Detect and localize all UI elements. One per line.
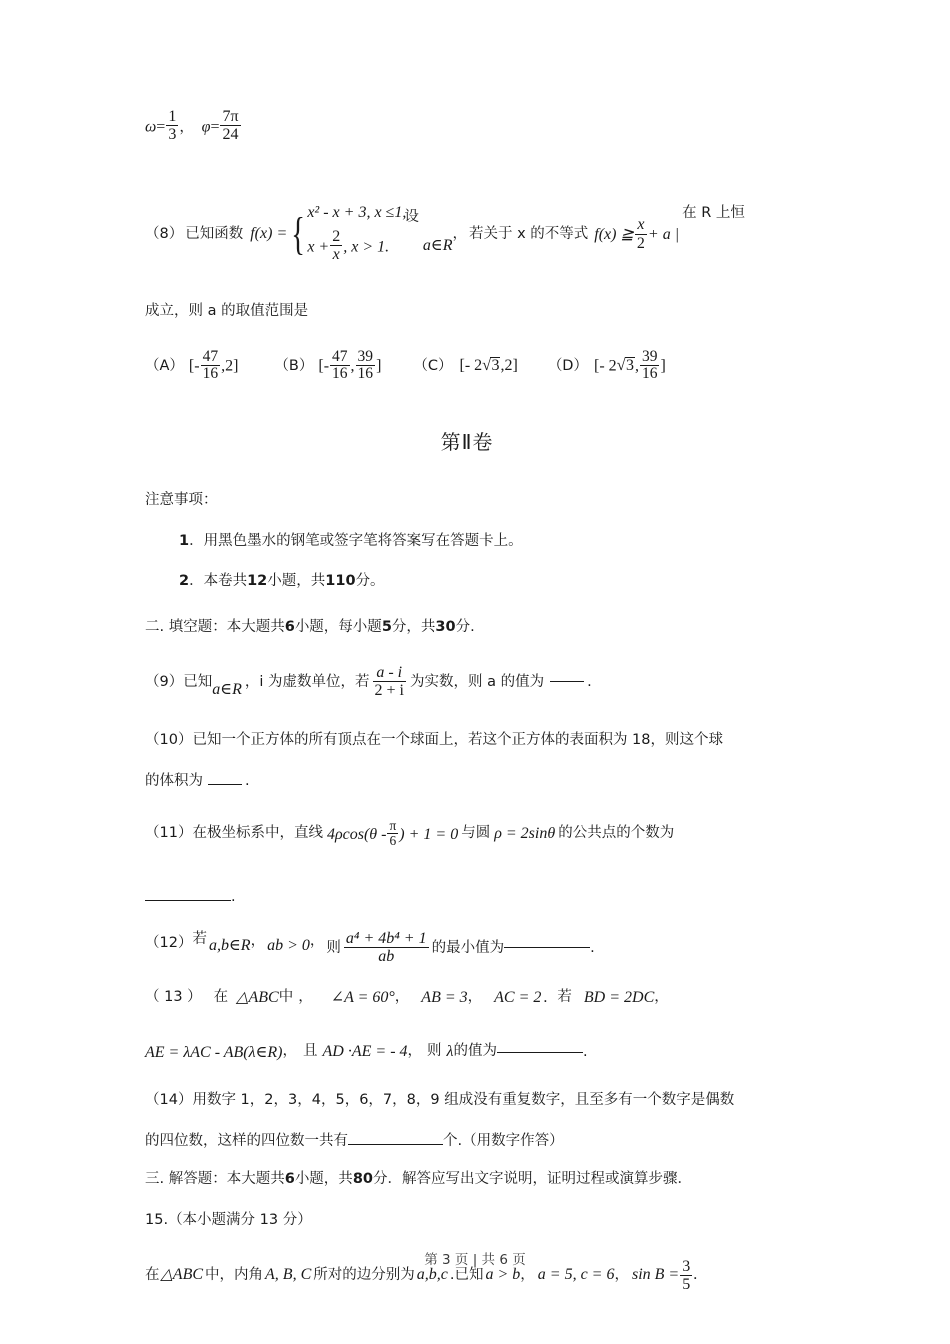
q13-angle-a: ∠A = 60°	[330, 988, 395, 1006]
q8-case2-b: , x > 1.	[343, 238, 390, 256]
solve-header	[145, 1171, 817, 1187]
q11-number: （11）	[145, 825, 193, 842]
q9-t1: 已知	[183, 673, 213, 690]
q15-sin-b: sin B =	[631, 1266, 680, 1284]
q10-number: （10）	[145, 731, 193, 748]
solve-header-mid: 小题，共	[294, 1170, 353, 1187]
q11-t3: 的公共点的个数为	[558, 825, 675, 842]
q9-a-in-R: a∈R	[212, 680, 242, 698]
q15-sides: a,b,c	[416, 1266, 448, 1284]
q15-t2: 中，内角	[205, 1267, 264, 1284]
q10-answer-blank[interactable]	[208, 784, 242, 785]
q9-answer-blank[interactable]	[550, 681, 584, 682]
q15-comma1: ，	[520, 1267, 535, 1284]
note-item-2: 2．本卷共12小题，共110分。	[179, 573, 385, 589]
q8-function-name: f(x) =	[250, 225, 288, 242]
section-2-header: 第Ⅱ卷	[440, 430, 494, 454]
q13-ab: AB = 3	[421, 988, 468, 1006]
q15-comma2: ，	[614, 1267, 629, 1284]
question-10-line1	[145, 732, 817, 748]
q13-zhong: 中	[278, 988, 294, 1005]
omega-comma: ，	[179, 119, 194, 136]
question-14-line2	[145, 1133, 817, 1149]
q9-t2: ，i 为虚数单位，若	[244, 673, 370, 690]
q13-comma3: ，	[467, 988, 483, 1005]
q13-ruo: 若	[557, 988, 572, 1005]
q14-line2-a: 的四位数，这样的四位数一共有	[145, 1133, 348, 1150]
question-9	[145, 664, 817, 700]
q11-fraction: $\frac{\pi}{6}$	[389, 817, 397, 849]
q8-a-in-R: a∈R	[422, 237, 453, 254]
note-2-number: 2	[179, 573, 190, 589]
q8-option-D-value: [- 2 √ 3, $\frac{39}{16}$ ]	[594, 349, 666, 384]
note-1-text: 用黑色墨水的钢笔或签字笔将答案写在答题卡上。	[203, 532, 523, 549]
q13-answer-blank[interactable]	[497, 1052, 583, 1053]
q11-t2: 与圆	[461, 825, 491, 842]
q13-dot1: .	[543, 988, 548, 1006]
q13-comma4: ，	[654, 988, 669, 1005]
solve-header-count: 6	[284, 1170, 295, 1187]
q13-lambda: λ	[446, 1042, 454, 1060]
question-13-line1	[145, 990, 817, 1008]
question-13-line2	[145, 1044, 817, 1062]
q13-zai: 在	[213, 988, 229, 1005]
q8-option-C-value: [- 2 √ 3,2]	[460, 357, 518, 374]
q15-t1: 在	[145, 1267, 160, 1284]
top-formula-line	[145, 108, 817, 150]
omega-symbol: ω	[145, 118, 157, 136]
q8-case2-a: x +	[307, 238, 330, 256]
q14-line1: 用数字 1，2，3，4，5，6，7，8，9 组成没有重复数字，且至多有一个数字是偶数	[192, 1091, 735, 1108]
solve-header-prefix: 三. 解答题：本大题共	[145, 1170, 285, 1187]
q15-t3: 所对的边分别为	[313, 1267, 415, 1284]
q9-fraction: $\frac{a - i}{2 + i}$	[374, 664, 404, 700]
fill-header-count: 6	[284, 618, 295, 635]
q8-stem4: 成立，则 a 的取值范围是	[145, 303, 309, 319]
q8-number: （8）	[145, 225, 184, 242]
q15-triangle-abc: △ABC	[160, 1266, 204, 1284]
q8-stem3: 在 R 上恒	[682, 205, 745, 221]
q8-option-C[interactable]	[413, 357, 517, 374]
q13-comma6: ，	[407, 1042, 423, 1059]
q12-ab-positive: ab > 0	[267, 936, 310, 954]
q14-number: （14）	[145, 1091, 193, 1108]
q11-period: .	[231, 888, 236, 905]
q13-comma5: ，	[282, 1042, 298, 1059]
q8-option-D[interactable]	[548, 349, 666, 384]
note-2-text-b: 小题，共	[267, 573, 326, 589]
q8-piecewise	[287, 205, 406, 264]
fill-blank-header	[145, 619, 817, 635]
q15-a-greater-b: a > b	[485, 1266, 521, 1284]
fill-header-mid2: 分，共	[391, 618, 436, 635]
page-footer: 第 3 页 | 共 6 页	[424, 1252, 526, 1268]
q8-option-B-label: （B）	[274, 357, 314, 374]
notes-title: 注意事项：	[145, 492, 218, 508]
fill-header-mid: 小题，每小题	[294, 618, 382, 635]
q13-t1: 的值为	[453, 1042, 497, 1059]
fill-header-total: 30	[435, 618, 456, 635]
q11-answer-blank[interactable]	[145, 900, 231, 901]
q13-period: .	[582, 1044, 588, 1061]
q12-comma1: ，	[250, 933, 266, 950]
q9-t3: 为实数，则 a 的值为	[409, 673, 545, 690]
q8-stem1: 已知函数	[185, 225, 244, 242]
q13-comma1: ，	[298, 988, 313, 1005]
q12-ze: 则	[326, 939, 341, 956]
q8-stem2: 若关于 x 的不等式	[468, 225, 589, 242]
sqrt-icon: √ 3	[482, 357, 500, 374]
q13-ae-equation: AE = λAC - AB(λ∈R)	[145, 1043, 283, 1061]
q8-ineq-fraction: $\frac{x}{2}$	[636, 216, 645, 252]
q9-period: .	[587, 673, 592, 690]
note-1-number: 1	[179, 532, 190, 549]
question-12	[145, 930, 817, 966]
phi-equals: =	[210, 118, 220, 136]
q15-t4: .已知	[449, 1267, 484, 1284]
q12-number: （12）	[145, 935, 193, 952]
omega-equals: =	[156, 118, 166, 136]
fill-header-per: 5	[381, 618, 392, 635]
q13-number: （ 13 ）	[145, 988, 202, 1005]
q8-comma1: ，	[452, 225, 467, 242]
sqrt-icon: √ 3	[617, 357, 635, 374]
q8-case2-fraction: $\frac{2}{x}$	[332, 227, 341, 263]
question-11-line1	[145, 819, 817, 849]
q8-set-label: 设	[404, 209, 419, 225]
q13-triangle-abc: △ABC	[236, 988, 279, 1006]
question-11-line2	[145, 889, 817, 905]
note-item-1: 1．用黑色墨水的钢笔或签字笔将答案写在答题卡上。	[179, 532, 523, 549]
q8-option-C-label: （C）	[413, 357, 453, 374]
phi-fraction: $\frac{7\pi}{24}$	[222, 108, 239, 144]
note-2-text-c: 分。	[355, 573, 385, 589]
q11-line-equation: 4ρcos(θ - $\frac{\pi}{6}$ ) + 1 = 0	[326, 817, 459, 849]
page-content	[145, 108, 817, 1293]
note-2-score: 110	[325, 573, 356, 589]
q12-ab-in-R: a,b∈R	[208, 936, 251, 954]
q13-ac: AC = 2	[494, 988, 542, 1006]
q8-option-B-value: [- $\frac{47}{16}$ , $\frac{39}{16}$ ]	[318, 347, 382, 383]
q12-period: .	[590, 939, 595, 956]
q15-number: 15.	[145, 1212, 169, 1229]
q13-ad-dot-ae: AD ·AE = - 4	[322, 1042, 408, 1060]
q8-option-D-label: （D）	[547, 357, 588, 374]
question-14-line1	[145, 1092, 817, 1108]
q11-t1: 在极坐标系中，直线	[192, 825, 323, 842]
q15-angles: A, B, C	[265, 1266, 312, 1284]
q8-options	[145, 349, 817, 384]
question-10-line2	[145, 773, 817, 789]
question-15-header	[145, 1212, 817, 1228]
q8-option-B[interactable]	[274, 349, 381, 384]
q13-bd-2dc: BD = 2DC	[583, 988, 655, 1006]
q10-period: .	[245, 773, 250, 790]
q12-fraction: $\frac{\text{a⁴ + 4b⁴ + 1}}{ab}$	[345, 930, 427, 966]
q12-t1: 的最小值为	[431, 939, 505, 956]
q8-case1: x² - x + 3, x ≤1,	[307, 203, 407, 221]
q12-comma2: ，	[309, 933, 325, 950]
q8-inequality: f(x) ≧ $\frac{x}{2}$ + a |	[594, 216, 680, 252]
question-8-line1	[145, 188, 817, 280]
q13-ze: 则	[427, 1042, 442, 1059]
fill-header-prefix: 二. 填空题：本大题共	[145, 618, 285, 635]
note-2-text-a: 本卷共	[203, 573, 248, 589]
q10-line2: 的体积为	[145, 773, 203, 790]
q8-option-A-value: [- $\frac{47}{16}$ ,2]	[188, 347, 239, 383]
q10-line1: 已知一个正方体的所有顶点在一个球面上，若这个正方体的表面积为 18，则这个球	[192, 731, 724, 748]
q15-period: .	[693, 1266, 698, 1284]
q8-option-A-label: （A）	[145, 357, 184, 374]
omega-fraction: $\frac{1}{3}$	[168, 108, 177, 144]
q8-option-A[interactable]	[145, 349, 238, 384]
q15-a-c-values: a = 5, c = 6	[537, 1266, 615, 1284]
piecewise-brace: {	[291, 208, 306, 260]
q15-sin-fraction: $\frac{3}{5}$	[682, 1257, 691, 1293]
fill-header-suffix: 分.	[455, 618, 475, 635]
q15-score: （本小题满分 13 分）	[168, 1212, 312, 1229]
note-2-count: 12	[247, 573, 268, 589]
q14-answer-blank[interactable]	[348, 1144, 443, 1145]
q14-line2-b: 个.（用数字作答）	[443, 1133, 564, 1150]
q13-qie: 且	[303, 1042, 318, 1059]
q13-comma2: ，	[394, 988, 410, 1005]
q12-ruo: 若	[192, 931, 207, 948]
solve-header-suffix: 分．解答应写出文字说明，证明过程或演算步骤．	[373, 1170, 692, 1187]
phi-symbol: φ	[201, 118, 211, 136]
q9-number: （9）	[145, 673, 184, 690]
solve-header-total: 80	[352, 1170, 373, 1187]
q12-answer-blank[interactable]	[504, 947, 590, 948]
q11-circle-equation: ρ = 2sinθ	[494, 824, 556, 842]
